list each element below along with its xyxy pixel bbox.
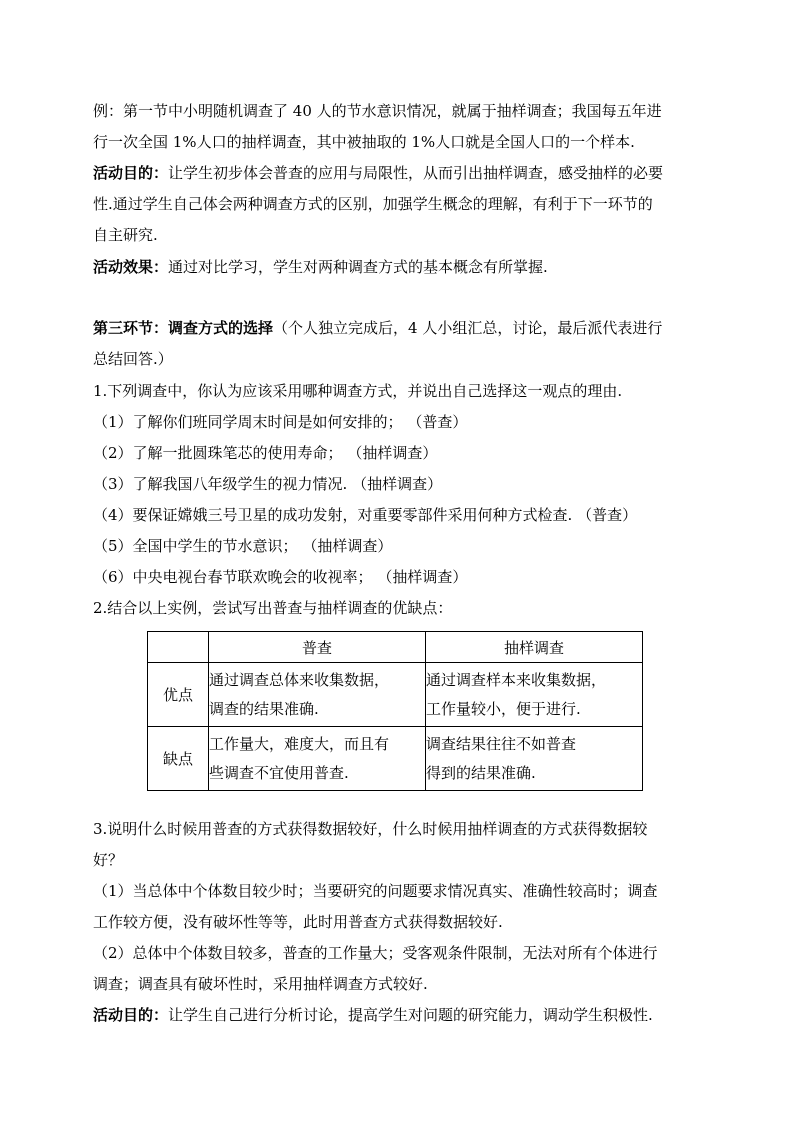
activity-purpose-line: 活动目的：让学生自己进行分析讨论，提高学生对问题的研究能力，调动学生积极性. — [93, 1006, 653, 1024]
question-line: 3.说明什么时候用普查的方式获得数据较好，什么时候用抽样调查的方式获得数据较 — [93, 820, 648, 838]
question-line: 1.下列调查中，你认为应该采用哪种调查方式，并说出自己选择这一观点的理由. — [93, 382, 623, 400]
paragraph-line: 好？ — [93, 851, 124, 869]
activity-purpose-label: 活动目的： — [93, 164, 169, 182]
table-header-row — [148, 632, 643, 663]
list-item: （6）中央电视台春节联欢晚会的收视率； （抽样调查） — [93, 568, 468, 586]
paragraph-line: 行一次全国 1%人口的抽样调查，其中被抽取的 1%人口就是全国人口的一个样本. — [93, 133, 635, 151]
answer-line: 调查；调查具有破坏性时，采用抽样调查方式较好. — [93, 975, 428, 993]
section-heading: 第三环节：调查方式的选择 — [93, 319, 274, 337]
list-item: （3）了解我国八年级学生的视力情况. （抽样调查） — [93, 475, 443, 493]
table-header-cell: 普查 — [209, 632, 426, 663]
row-label-cell: 优点 — [148, 663, 209, 727]
table-cell: 通过调查样本来收集数据， 工作量较小，便于进行. — [426, 663, 643, 727]
paragraph-line: 例：第一节中小明随机调查了 40 人的节水意识情况，就属于抽样调查；我国每五年进 — [93, 102, 662, 120]
table-cell: 调查结果往往不如普查 得到的结果准确. — [426, 727, 643, 791]
paragraph-line: 性.通过学生自己体会两种调查方式的区别，加强学生概念的理解，有利于下一环节的 — [93, 195, 653, 213]
activity-purpose-label: 活动目的： — [93, 1006, 169, 1024]
section-heading-line: 第三环节：调查方式的选择（个人独立完成后，4 人小组汇总，讨论，最后派代表进行 — [93, 319, 663, 337]
list-item: （2）了解一批圆珠笔芯的使用寿命； （抽样调查） — [93, 444, 438, 462]
activity-purpose-line: 活动目的：让学生初步体会普查的应用与局限性，从而引出抽样调查，感受抽样的必要 — [93, 164, 664, 182]
activity-effect-label: 活动效果： — [93, 258, 169, 276]
list-item: （1）了解你们班同学周末时间是如何安排的； （普查） — [93, 413, 468, 431]
answer-line: （1）当总体中个体数目较少时；当要研究的问题要求情况真实、准确性较高时；调查 — [93, 882, 658, 900]
answer-line: （2）总体中个体数目较多，普查的工作量大；受客观条件限制，无法对所有个体进行 — [93, 944, 658, 962]
row-label-cell: 缺点 — [148, 727, 209, 791]
paragraph-line: 自主研究. — [93, 226, 158, 244]
comparison-table — [147, 631, 643, 791]
paragraph-line: 总结回答.） — [93, 350, 173, 368]
question-line: 2.结合以上实例，尝试写出普查与抽样调查的优缺点： — [93, 599, 453, 617]
table-row — [148, 727, 643, 791]
answer-line: 工作较方便，没有破坏性等等，此时用普查方式获得数据较好. — [93, 913, 503, 931]
table-cell: 工作量大，难度大，而且有 些调查不宜使用普查. — [209, 727, 426, 791]
table-corner-cell — [148, 632, 209, 663]
table-cell: 通过调查总体来收集数据， 调查的结果准确. — [209, 663, 426, 727]
list-item: （5）全国中学生的节水意识； （抽样调查） — [93, 537, 393, 555]
list-item: （4）要保证嫦娥三号卫星的成功发射，对重要零部件采用何种方式检查. （普查） — [93, 506, 638, 524]
table-header-cell: 抽样调查 — [426, 632, 643, 663]
activity-effect-line: 活动效果：通过对比学习，学生对两种调查方式的基本概念有所掌握. — [93, 258, 548, 276]
table-row — [148, 663, 643, 727]
